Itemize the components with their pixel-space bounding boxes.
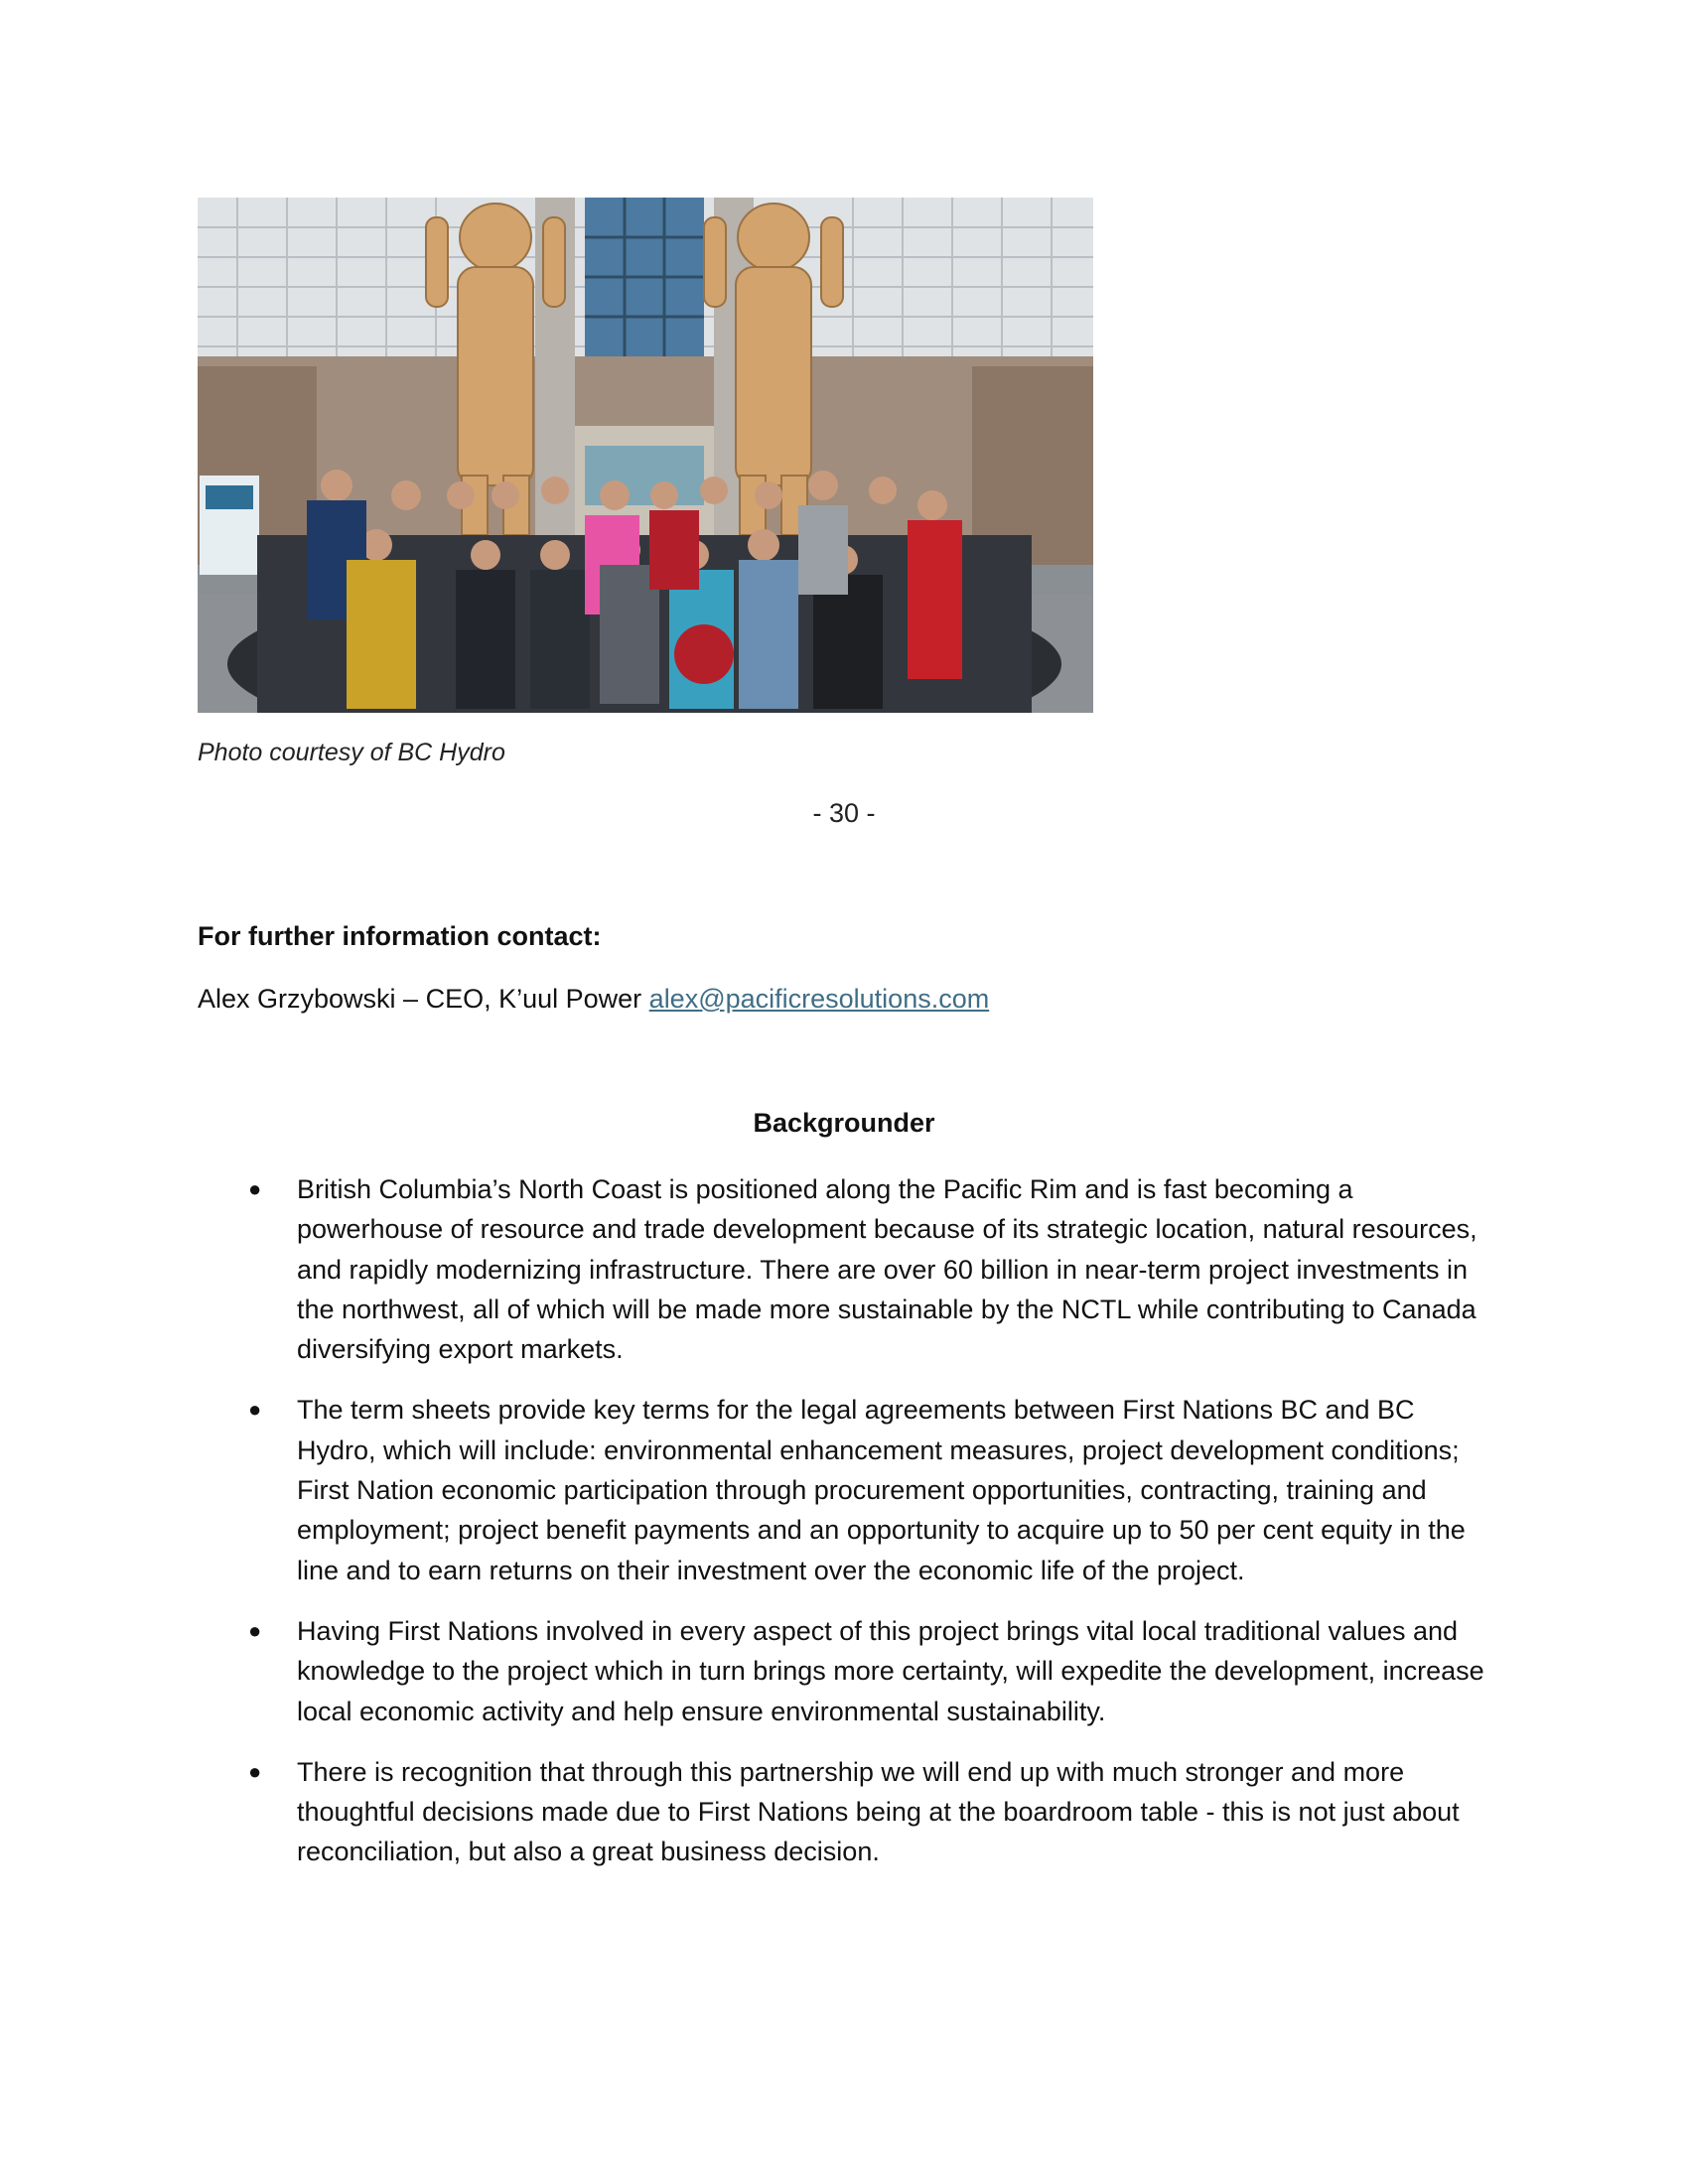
page-number: - 30 - (812, 798, 876, 828)
backgrounder-list (247, 1169, 1490, 1893)
list-item-text: Having First Nations involved in every aspect of this project brings vital local traditional values and knowledge to the project which in turn brings more certainty, will expedite the development, increase local economic activity and help ensure environmental sustainability. (297, 1615, 1484, 1726)
list-item (247, 1752, 1490, 1872)
backgrounder-heading: Backgrounder (753, 1108, 935, 1138)
list-item (247, 1169, 1490, 1369)
bullet-icon: ● (248, 1758, 262, 1784)
bullet-icon: ● (248, 1397, 262, 1423)
photo-caption: Photo courtesy of BC Hydro (198, 739, 505, 766)
contact-heading: For further information contact: (198, 921, 602, 951)
list-item-text: British Columbia’s North Coast is positioned along the Pacific Rim and is fast becoming a powerhouse of resource and trade development because of its strategic location, natural resources, and rapidly modernizing infrastructure. There are over 60 billion in near-term project investments in the northwest, all of which will be made more sustainable by the NCTL while contributing to Canada diversifying export markets. (297, 1174, 1477, 1365)
list-item-text: There is recognition that through this partnership we will end up with much stronger and more thoughtful decisions made due to First Nations being at the boardroom table - this is not just about reconciliation, but also a great business decision. (297, 1756, 1460, 1867)
list-item (247, 1611, 1490, 1731)
photo-illustration (198, 198, 1093, 713)
group-photo (198, 198, 1093, 713)
list-item-text: The term sheets provide key terms for the legal agreements between First Nations BC and BC Hydro, which will include: environmental enhancement measures, project development conditions; First Nation economic participation through procurement opportunities, contracting, training and employment; project benefit payments and an opportunity to acquire up to 50 per cent equity in the line and to earn returns on their investment over the economic life of the project. (297, 1395, 1466, 1585)
contact-email-link[interactable]: alex@pacificresolutions.com (648, 984, 990, 1014)
list-item (247, 1390, 1490, 1589)
bullet-icon: ● (248, 1176, 262, 1201)
bullet-icon: ● (248, 1617, 262, 1643)
contact-name: Alex Grzybowski – CEO, K’uul Power (198, 984, 642, 1014)
contact-line (198, 984, 989, 1015)
